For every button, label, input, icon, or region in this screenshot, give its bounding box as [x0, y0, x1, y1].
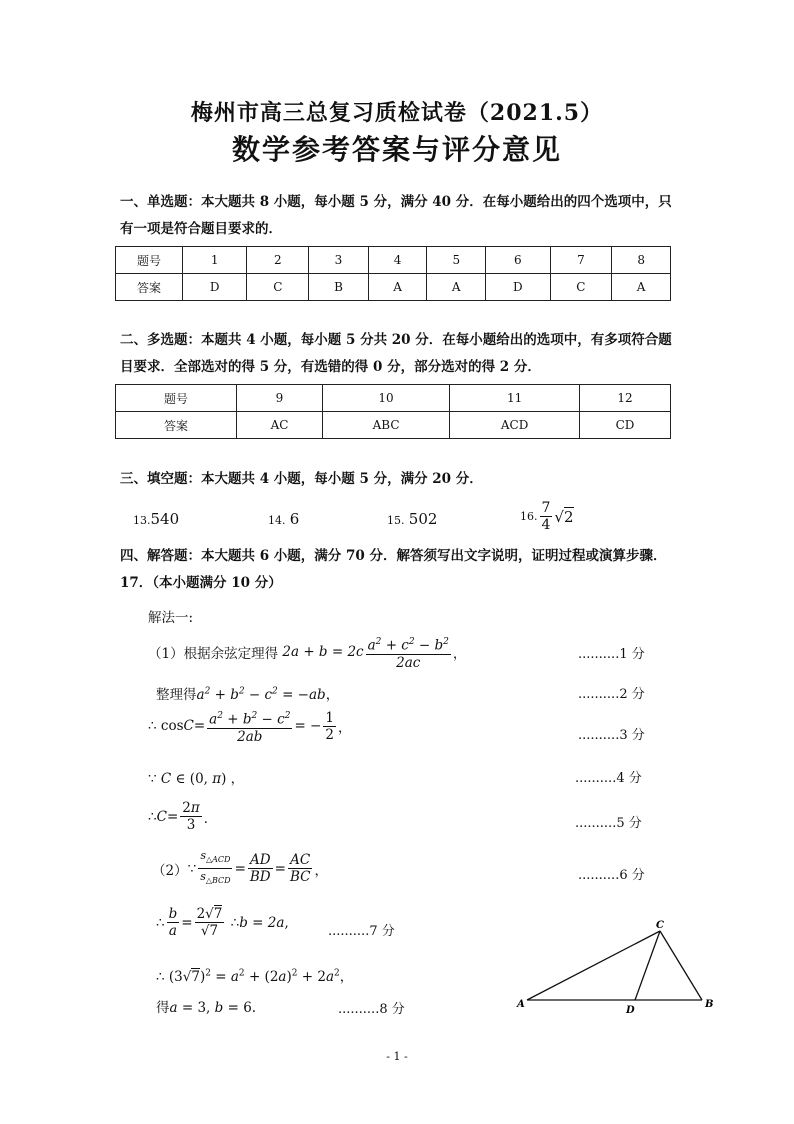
solution-step-3: ∴ cos C = $\frac{a^2 + b^2 - c^2}{2ab}$ = − $\frac{1}{2}$ ， — [148, 709, 352, 745]
question-number: 3 — [309, 247, 369, 274]
score-mark-3: ..........3 分 — [578, 728, 645, 743]
score-mark-4: ..........4 分 — [575, 771, 642, 786]
score-mark-5: ..........5 分 — [575, 816, 642, 831]
question-number: 7 — [550, 247, 612, 274]
answer-cell: ABC — [322, 412, 449, 439]
solution-step-7: ∴ $\frac{b}{a}$ = $\frac{2√7}{√7}$ ∴ b = 2a , — [156, 906, 289, 939]
question17-title: 17．（本小题满分 10 分） — [120, 575, 282, 591]
solution-step-1: （1）根据余弦定理得 2a + b = 2c $\frac{a^2 + c^2 - b^2}{2ac}$ ， — [148, 634, 466, 671]
solution-step-2: 整理得$a^2 + b^2 - c^2 = -ab$， — [156, 686, 340, 703]
solution-step-4: ∵ C ∈ (0, π) ， — [148, 771, 245, 787]
section4-heading: 四、解答题：本大题共 6 小题，满分 70 分．解答须写出文字说明，证明过程或演算步骤． — [120, 548, 667, 564]
solution-step-8: ∴ $(3√7)^2 = a^2 + (2a)^2 + 2a^2$， — [156, 968, 354, 985]
answer-cell: C — [247, 274, 309, 301]
score-mark-6: ..........6 分 — [578, 868, 645, 883]
section2-heading-line1: 二、多选题：本题共 4 小题，每小题 5 分共 20 分．在每小题给出的选项中，有多项符合题 — [120, 332, 672, 348]
answer-cell: A — [612, 274, 671, 301]
question-number: 10 — [322, 385, 449, 412]
vertex-label-b: B — [705, 999, 714, 1010]
score-mark-8: ..........8 分 — [338, 1002, 405, 1017]
answer-cell: AC — [237, 412, 323, 439]
section1-answer-table — [115, 246, 671, 301]
vertex-label-a: A — [517, 999, 525, 1010]
answer-cell: B — [309, 274, 369, 301]
question-number: 5 — [427, 247, 486, 274]
question-number: 2 — [247, 247, 309, 274]
section1-heading-line2: 有一项是符合题目要求的． — [120, 221, 282, 237]
point-label-d: D — [626, 1005, 635, 1016]
section2-heading-line2: 目要求．全部选对的得 5 分，有选错的得 0 分，部分选对的得 2 分． — [120, 359, 541, 375]
row-label: 答案 — [116, 412, 237, 439]
page-number: - 1 - — [386, 1050, 408, 1063]
table-row — [116, 412, 671, 439]
answer-cell: A — [368, 274, 427, 301]
document-title: 梅州市高三总复习质检试卷（2021.5） — [190, 100, 604, 126]
question-number: 6 — [486, 247, 550, 274]
answer-cell: D — [486, 274, 550, 301]
score-mark-7: ..........7 分 — [328, 924, 395, 939]
answer-cell: A — [427, 274, 486, 301]
side-ac — [527, 931, 660, 1000]
question-number: 12 — [580, 385, 671, 412]
question-number: 1 — [183, 247, 247, 274]
solution-step-6: （2） ∵ $\frac{s_{\triangle ACD}}{s_{\triangle BCD}}$ = $\frac{AD}{BD}$ = $\frac{AC}{BC}$ ， — [152, 849, 328, 886]
table-row — [116, 274, 671, 301]
section3-heading: 三、填空题：本大题共 4 小题，每小题 5 分，满分 20 分． — [120, 471, 483, 487]
fill-answer-16: 16. $\frac{7}{4}$ √2 — [520, 500, 574, 533]
triangle-figure — [510, 915, 720, 1020]
row-label: 答案 — [116, 274, 183, 301]
section1-heading-line1: 一、单选题：本大题共 8 小题，每小题 5 分，满分 40 分．在每小题给出的四个选项中，只 — [120, 194, 672, 210]
vertex-label-c: C — [656, 920, 664, 931]
section2-answer-table — [115, 384, 671, 439]
side-bc — [660, 931, 702, 1000]
table-row — [116, 385, 671, 412]
question-number: 9 — [237, 385, 323, 412]
fill-answer-15: 15. 502 — [387, 510, 438, 528]
fill-answer-13: 13.540 — [133, 510, 180, 528]
question-number: 11 — [450, 385, 580, 412]
score-mark-1: ..........1 分 — [578, 647, 645, 662]
solution-step-9: 得a = 3, b = 6. — [156, 1000, 257, 1016]
question-number: 8 — [612, 247, 671, 274]
answer-cell: D — [183, 274, 247, 301]
answer-cell: ACD — [450, 412, 580, 439]
table-row — [116, 247, 671, 274]
question-number: 4 — [368, 247, 427, 274]
solution-step-5: ∴ C = $\frac{2\pi}{3}$ ． — [148, 800, 218, 833]
row-label: 题号 — [116, 385, 237, 412]
fill-answer-14: 14. 6 — [268, 510, 300, 528]
document-subtitle: 数学参考答案与评分意见 — [231, 133, 562, 166]
answer-cell: C — [550, 274, 612, 301]
row-label: 题号 — [116, 247, 183, 274]
solution-method-label: 解法一: — [148, 610, 194, 626]
answer-cell: CD — [580, 412, 671, 439]
score-mark-2: ..........2 分 — [578, 687, 645, 702]
